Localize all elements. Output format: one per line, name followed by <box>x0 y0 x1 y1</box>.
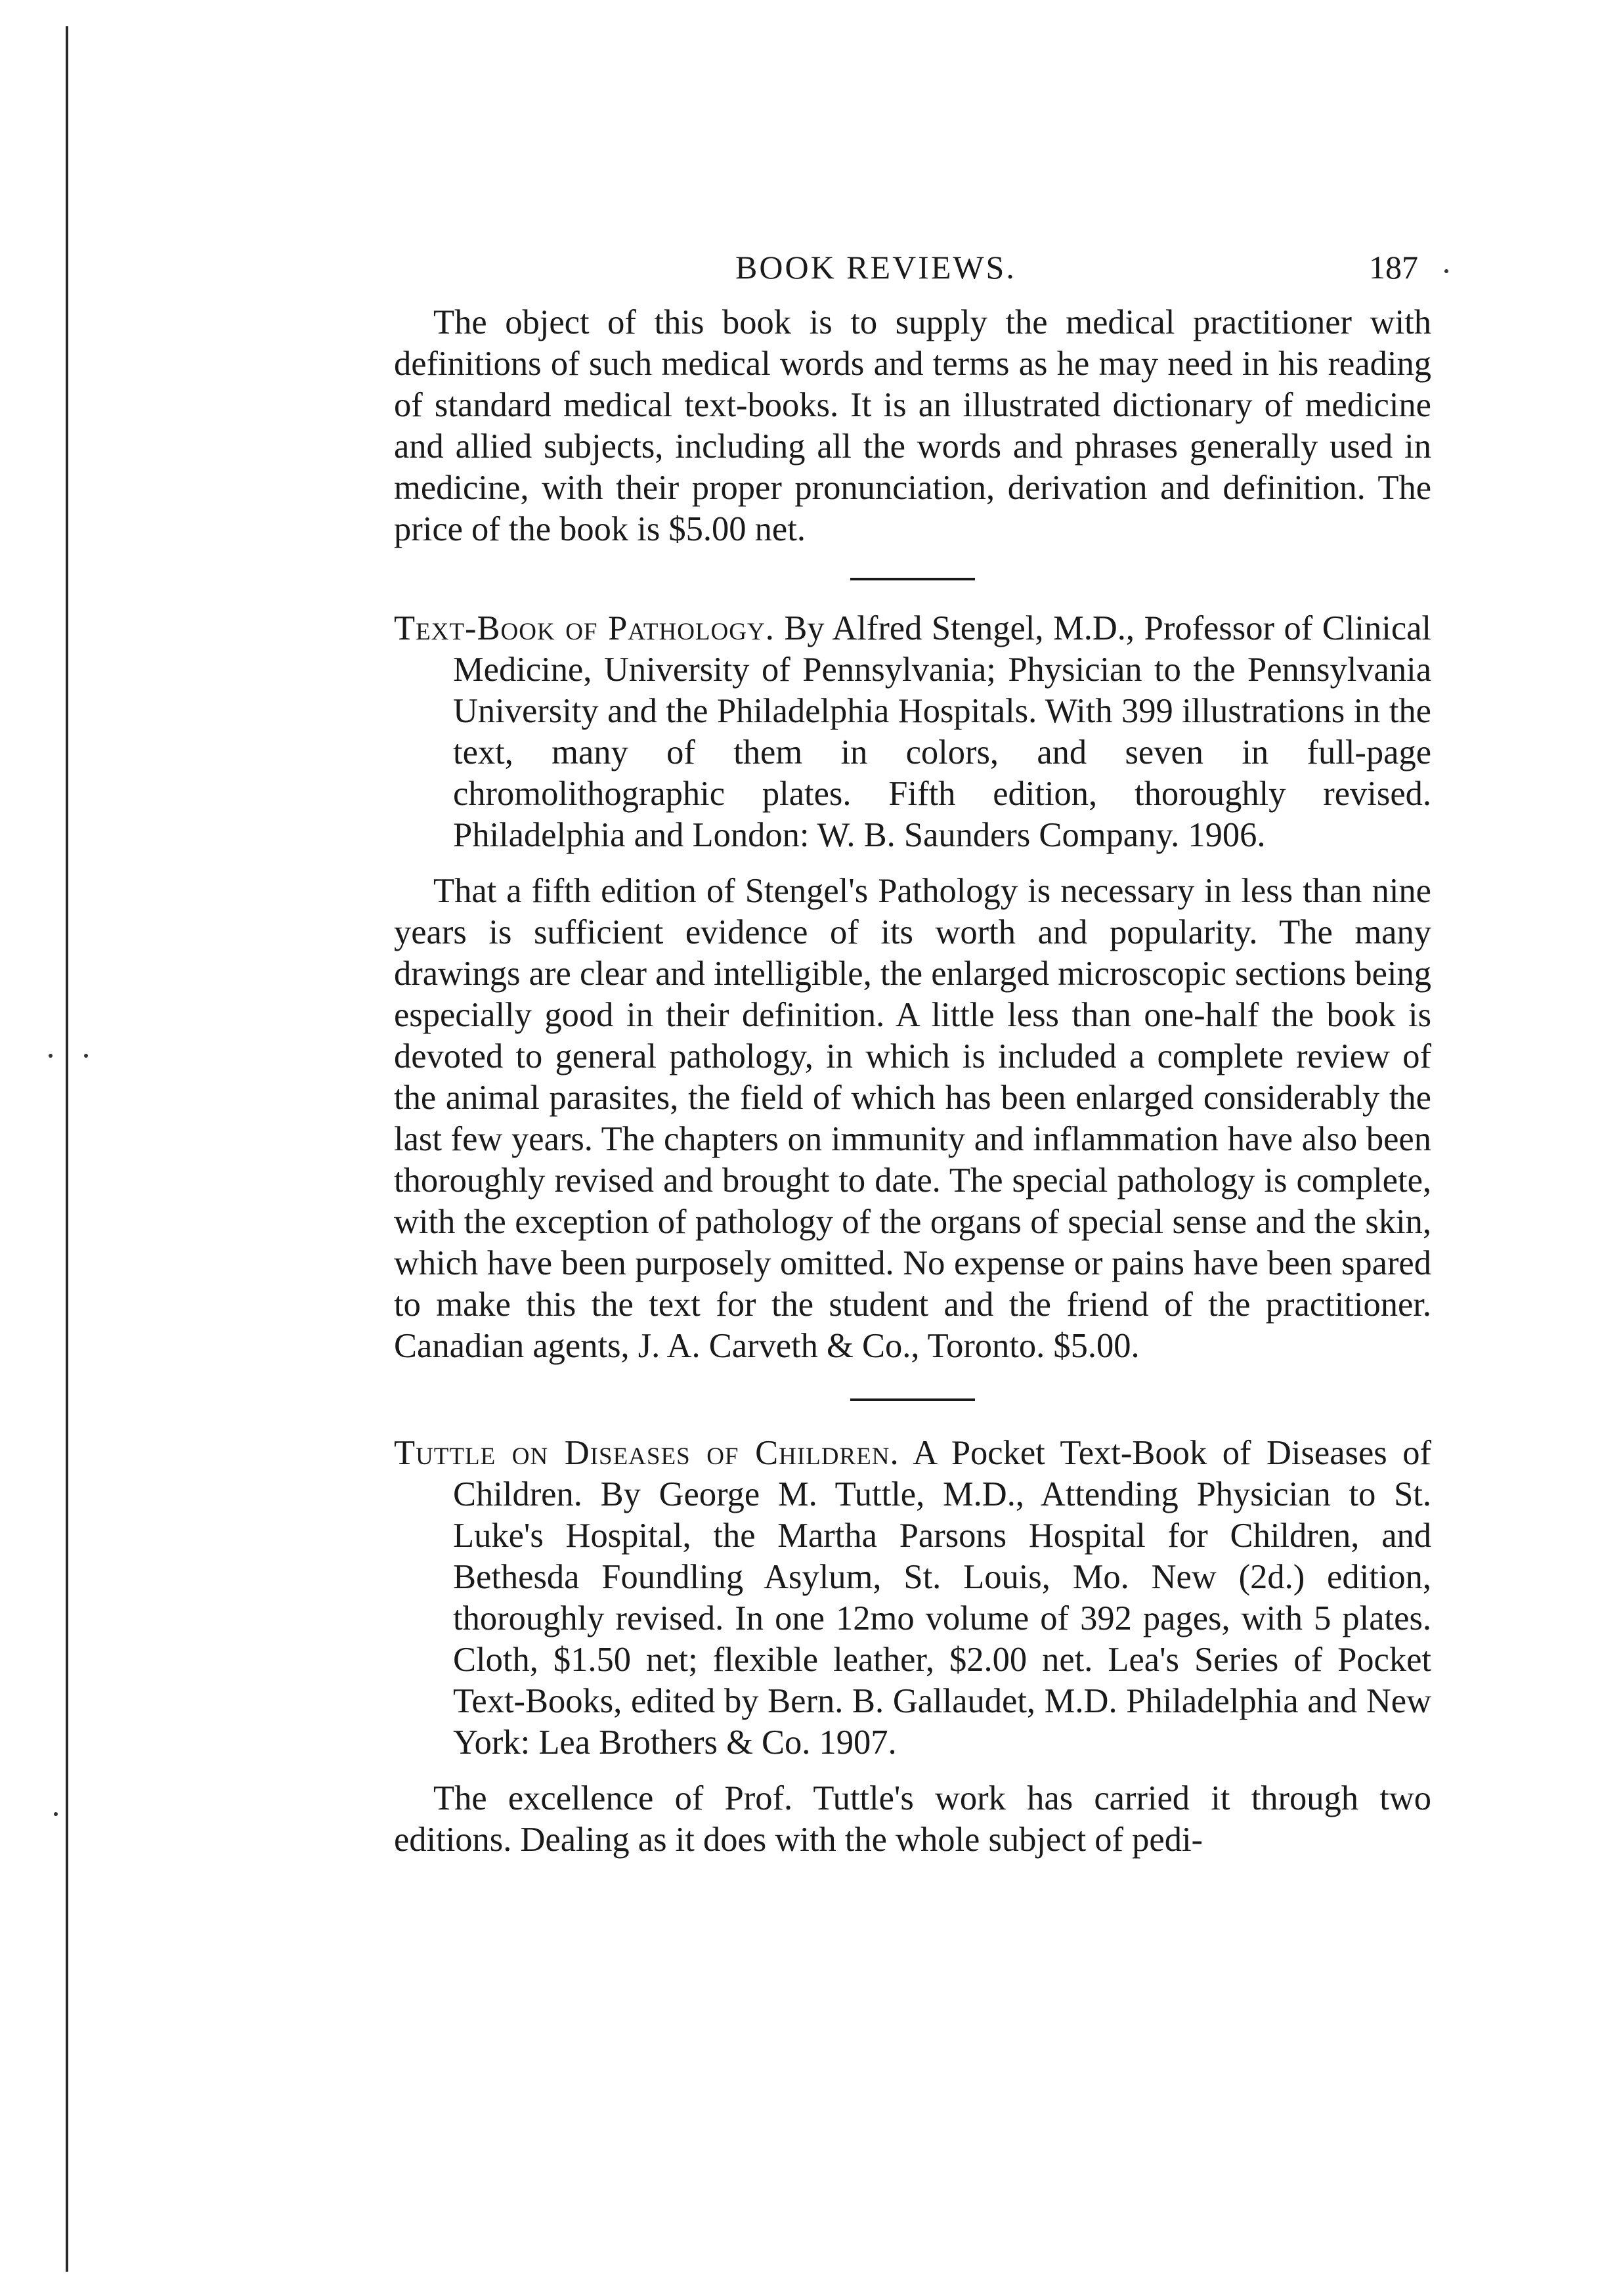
page-header <box>394 236 1431 295</box>
scan-speck <box>1444 269 1448 273</box>
entry-details: By Alfred Stengel, M.D., Professor of Clinical Medicine, University of Pennsylvania; Physician to the Pennsylvania University and the Philadelphia Hospitals. With 399 illustrations in the text, many of them in colors, and seven in full-page chromolithographic plates. Fifth edition, thoroughly revised. Philadelphia and London: W. B. Saunders Company. 1906. <box>453 609 1432 854</box>
review-paragraph: That a fifth edition of Stengel's Pathology is necessary in less than nine years is sufficient evidence of its worth and popularity. The many drawings are clear and intelligible, the enlarged microscopic sections being especially good in their definition. A little less than one-half the book is devoted to general pathology, in which is included a complete review of the animal parasites, the field of which has been enlarged considerably the last few years. The chapters on immunity and inflammation have also been thoroughly revised and brought to date. The special pathology is complete, with the exception of pathology of the organs of special sense and the skin, which have been purposely omitted. No expense or pains have been spared to make this the text for the student and the friend of the practitioner. Canadian agents, J. A. Carveth & Co., Toronto. $5.00. <box>394 872 1431 1365</box>
binding-edge-line <box>66 26 68 2272</box>
scan-speck <box>84 1054 88 1058</box>
section-divider <box>850 578 975 580</box>
review-paragraph: The excellence of Prof. Tuttle's work has carried it through two editions. Dealing as it does with the whole subject of pedi- <box>394 1779 1431 1859</box>
running-head: BOOK REVIEWS. <box>735 249 1016 286</box>
entry-details: A Pocket Text-Book of Diseases of Children. By George M. Tuttle, M.D., Attending Physician to St. Luke's Hospital, the Martha Parsons Hospital for Children, and Bethesda Foundling Asylum, St. Louis, Mo. New (2d.) edition, thoroughly revised. In one 12mo volume of 392 pages, with 5 plates. Cloth, $1.50 net; flexible leather, $2.00 net. Lea's Series of Pocket Text-Books, edited by Bern. B. Gallaudet, M.D. Philadelphia and New York: Lea Brothers & Co. 1907. <box>453 1434 1431 1762</box>
entry-title: Tuttle on Diseases of Children. <box>394 1434 899 1472</box>
review-paragraph: The object of this book is to supply the medical practitioner with definitions of such medical words and terms as he may need in his reading of standard medical text-books. It is an illustrated dictionary of medicine and allied subjects, including all the words and phrases generally used in medicine, with their proper pronunciation, derivation and definition. The price of the book is $5.00 net. <box>394 303 1431 548</box>
book-entry-pathology <box>394 608 1431 856</box>
book-entry-diseases-of-children <box>394 1433 1431 1764</box>
scan-speck <box>54 1812 58 1816</box>
page-number: 187 <box>1369 249 1418 286</box>
book-page <box>394 236 1431 1861</box>
section-divider <box>850 1398 975 1401</box>
entry-title: Text-Book of Pathology. <box>394 609 775 647</box>
scan-speck <box>49 1054 53 1058</box>
